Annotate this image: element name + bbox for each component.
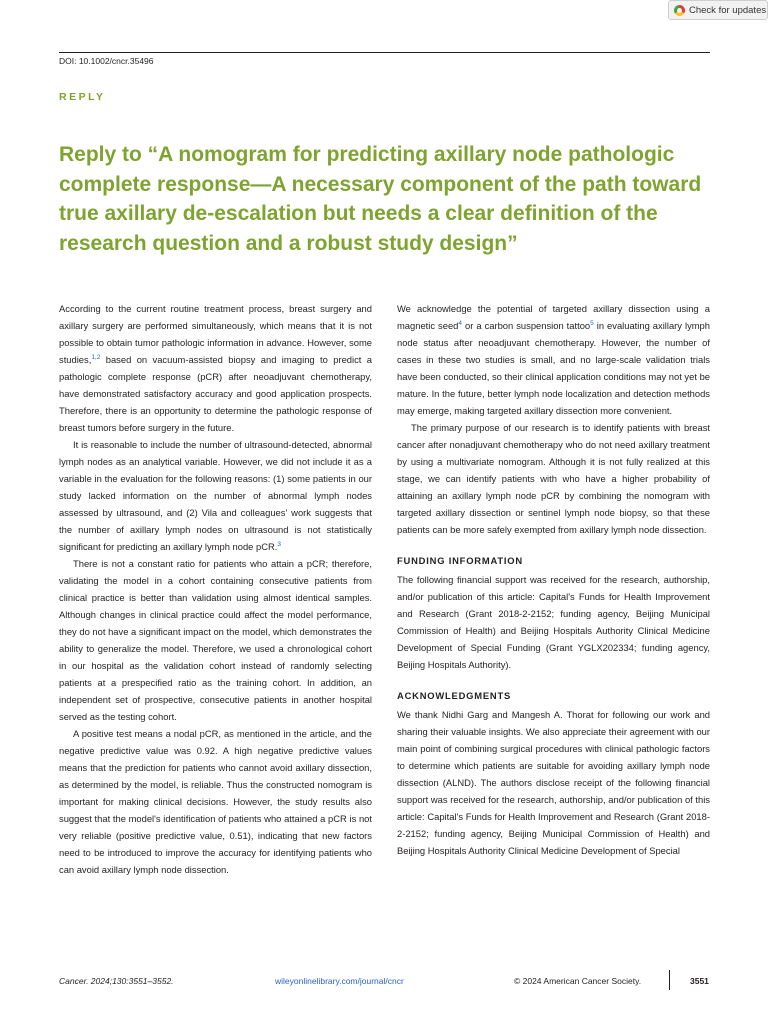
paragraph-text: The primary purpose of our research is to identify patients with breast cancer after nonadjuvant chemotherapy who do not need axillary treatment by using a multivariate nomogram. Although it is not fully realized at this stage, we can identify patients with who have a higher probability of attaining an axillary lymph node pCR by combining the nomogram with targeted axillary dissection or sentinel lymph node biopsy, so that these patients can be more safely exempted from axillary lymph node dissection. — [397, 422, 710, 535]
left-column-paragraph — [59, 555, 372, 725]
right-column-paragraph — [397, 300, 710, 419]
right-column — [397, 300, 710, 859]
article-type-label: REPLY — [59, 91, 106, 103]
header-rule — [59, 52, 710, 53]
acknowledgments-heading: ACKNOWLEDGMENTS — [397, 690, 512, 701]
paragraph-text: According to the current routine treatment process, breast surgery and axillary surgery are performed simultaneously, which means that it is not possible to obtain tumor pathologic information in advance. However, some studies, — [59, 303, 372, 365]
paragraph-text: It is reasonable to include the number of ultrasound-detected, abnormal lymph nodes as an analytical variable. However, we did not include it as a variable in the evaluation for the following reasons: (1) some patients in our study lacked information on the number of abnormal lymph nodes assessed by ultrasound, and (2) Vila and colleagues' work suggests that the number of axillary lymph nodes on ultrasound is not statistically significant for predicting an axillary lymph node pCR. — [59, 439, 372, 552]
paragraph-text: There is not a constant ratio for patients who attain a pCR; therefore, validating the model in a cohort containing consecutive patients from clinical practice is better than validation using almost identical samples. Although changes in clinical practice could affect the model performance, they do not have a significant impact on the model, which demonstrates the ability to generalize the model. Therefore, we used a chronological cohort in our hospital as the validation cohort instead of randomly selecting patients at a prespecified ratio as the training cohort. In addition, an independent set of prospective, consecutive patients in another hospital served as the testing cohort. — [59, 558, 372, 722]
footer-journal-citation: Cancer. 2024;130:3551–3552. — [59, 976, 174, 986]
footer-copyright: © 2024 American Cancer Society. — [514, 976, 642, 986]
left-column-paragraph — [59, 436, 372, 555]
citation-reference[interactable]: 5 — [590, 319, 594, 327]
citation-reference[interactable]: 4 — [458, 319, 462, 327]
crossmark-icon — [674, 5, 685, 16]
paragraph-text: based on vacuum-assisted biopsy and imaging to predict a pathologic complete response (pCR) after neoadjuvant chemotherapy, have demonstrated satisfactory accuracy and good application prospects. Therefore, there is an opportunity to determine the pathologic response of breast tumors before surgery in the future. — [59, 354, 372, 433]
page-number: 3551 — [690, 976, 709, 986]
funding-paragraph: The following financial support was received for the research, authorship, and/or publication of this article: Capital's Funds for Health Improvement and Research (Grant 2018-2-2152; funding agency, Beijing Municipal Commission of Health) and Beijing Hospitals Authority Clinical Medicine Development of Special Funding (Grant YGLX202334; funding agency, Beijing Hospitals Authority). — [397, 574, 710, 670]
paragraph-text: We acknowledge the potential of targeted axillary dissection using a magnetic seed — [397, 303, 710, 331]
doi-text[interactable]: DOI: 10.1002/cncr.35496 — [59, 56, 154, 66]
footer-divider — [669, 970, 670, 990]
footer-journal-link[interactable]: wileyonlinelibrary.com/journal/cncr — [275, 976, 404, 986]
right-column-body — [397, 300, 710, 538]
funding-heading: FUNDING INFORMATION — [397, 555, 523, 566]
acknowledgments-paragraph: We thank Nidhi Garg and Mangesh A. Thorat for following our work and sharing their valuable insights. We also appreciate their agreement with our main point of combining surgical procedures with clinical pathologic factors to determine which patients are suitable for avoiding axillary lymph node dissection (ALND). The authors disclose receipt of the following financial support was received for the research, authorship, and/or publication of this article: Capital's Funds for Health Improvement and Research (Grant 2018-2-2152; funding agency, Beijing Municipal Commission of Health) and Beijing Hospitals Authority Clinical Medicine Development of Special — [397, 709, 710, 856]
left-column-paragraph — [59, 300, 372, 436]
article-title: Reply to “A nomogram for predicting axillary node pathologic complete response—A necessary component of the path toward true axillary de-escalation but needs a clear definition of the research question and a robust study design” — [59, 143, 702, 255]
citation-reference[interactable]: 3 — [277, 540, 281, 548]
paragraph-text: in evaluating axillary lymph node status after neoadjuvant chemotherapy. However, the number of cases in these two studies is small, and no large-scale validation trials have been conducted, so their clinical application conditions may not yet be mature. In the future, better lymph node localization and detection methods may emerge, making targeted axillary dissection more convenient. — [397, 320, 710, 416]
check-for-updates-badge[interactable] — [668, 0, 768, 20]
left-column — [59, 300, 372, 878]
citation-reference[interactable]: 1,2 — [91, 353, 101, 361]
left-column-paragraph — [59, 725, 372, 878]
paragraph-text: or a carbon suspension tattoo — [462, 320, 591, 331]
paragraph-text: A positive test means a nodal pCR, as mentioned in the article, and the negative predictive value was 0.92. A high negative predictive values means that the prediction for patients who cannot avoid axillary dissection, as determined by the model, is reliable. Thus the constructed nomogram is important for making clinical decisions. However, the study results also suggest that the model's identification of patients who attained a pCR is not very reliable (positive predictive value, 0.51), indicating that new factors need to be introduced to improve the accuracy for identifying patients who can avoid axillary lymph node dissection. — [59, 728, 372, 875]
right-column-paragraph — [397, 419, 710, 538]
check-for-updates-label: Check for updates — [689, 4, 767, 16]
